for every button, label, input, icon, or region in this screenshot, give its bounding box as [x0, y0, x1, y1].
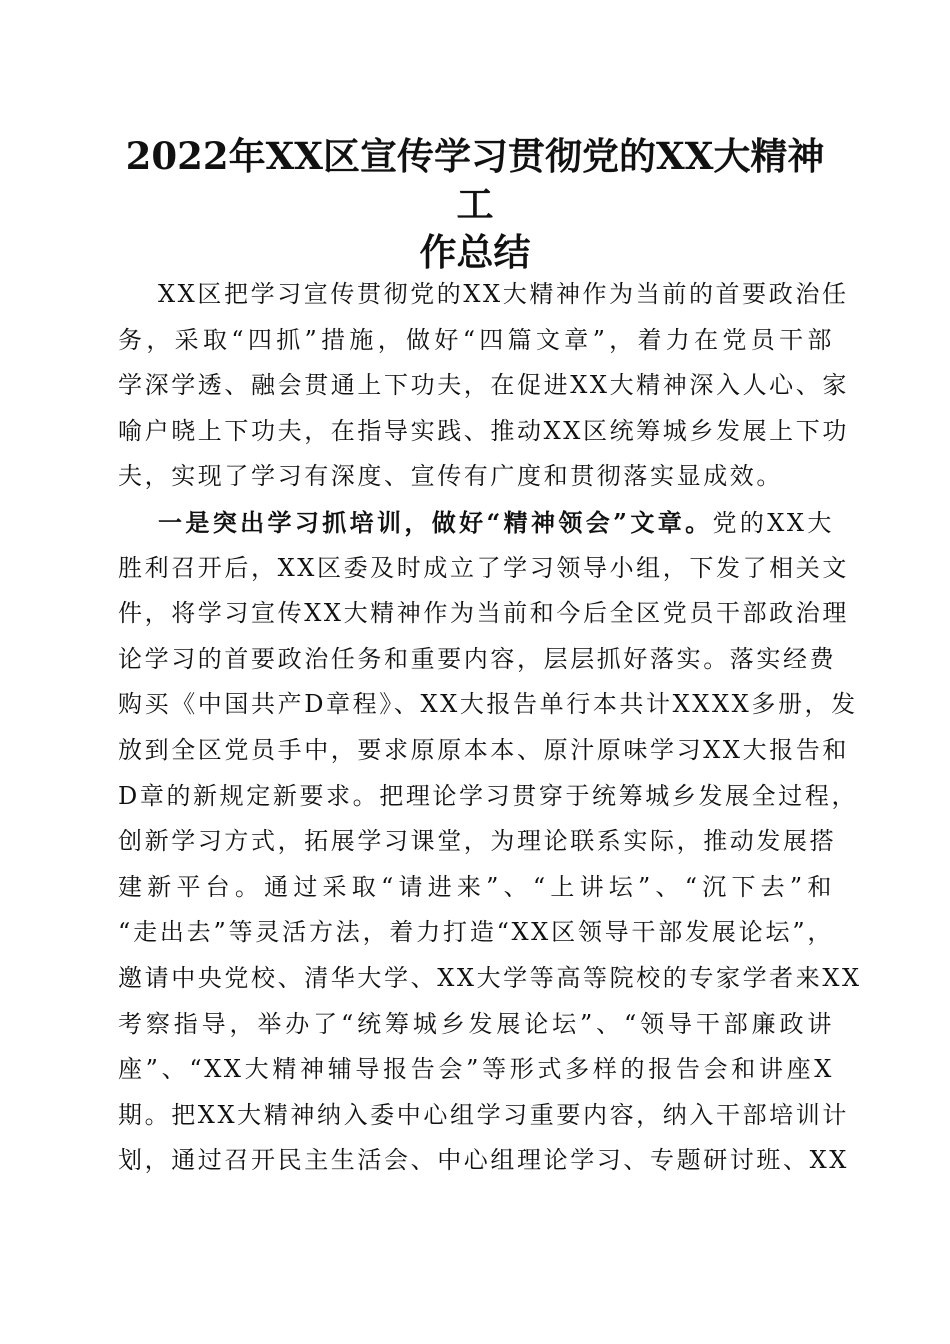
title-line-1: 2022年XX区宣传学习贯彻党的XX大精神工 [125, 134, 825, 226]
text-line: 购买《中国共产D章程》、XX大报告单行本共计XXXX多册，发 [118, 690, 858, 719]
text-line: 座”、“XX大精神辅导报告会”等形式多样的报告会和讲座X [118, 1055, 834, 1084]
text-line: 放到全区党员手中，要求原原本本、原汁原味学习XX大报告和 [118, 735, 849, 764]
paragraph-intro [118, 272, 849, 500]
text-line: 考察指导，举办了“统筹城乡发展论坛”、“领导干部廉政讲 [118, 1009, 834, 1038]
document-title [110, 132, 840, 276]
text-line: 胜利召开后，XX区委及时成立了学习领导小组，下发了相关文 [118, 553, 849, 582]
text-line: 建新平台。通过采取“请进来”、“上讲坛”、“沉下去”和 [118, 872, 834, 901]
text-line [118, 500, 834, 546]
paragraph-training [118, 500, 862, 1184]
text-line: 务，采取“四抓”措施，做好“四篇文章”，着力在党员干部 [118, 325, 834, 354]
title-line-2: 作总结 [419, 230, 531, 274]
text-line: D章的新规定新要求。把理论学习贯穿于统筹城乡发展全过程， [118, 781, 859, 810]
text-line: 期。把XX大精神纳入委中心组学习重要内容，纳入干部培训计 [118, 1100, 849, 1129]
text-line: 件，将学习宣传XX大精神作为当前和今后全区党员干部政治理 [118, 599, 849, 628]
text-line: “走出去”等灵活方法，着力打造“XX区领导干部发展论坛”， [118, 918, 834, 947]
text-line: XX区把学习宣传贯彻党的XX大精神作为当前的首要政治任 [158, 280, 849, 308]
text-line: 学深学透、融会贯通上下功夫，在促进XX大精神深入人心、家 [118, 371, 849, 400]
paragraph-heading: 一是突出学习抓培训，做好“精神领会”文章。 [158, 507, 713, 537]
text-line: 划，通过召开民主生活会、中心组理论学习、专题研讨班、XX [118, 1146, 849, 1175]
text-line: 创新学习方式，拓展学习课堂，为理论联系实际，推动发展搭 [118, 827, 837, 856]
text-line: 夫，实现了学习有深度、宣传有广度和贯彻落实显成效。 [118, 462, 783, 491]
text-line: 邀请中央党校、清华大学、XX大学等高等院校的专家学者来XX [118, 963, 862, 992]
document-body [118, 272, 862, 1184]
paragraph-heading-rest: 党的XX大 [712, 508, 834, 537]
text-line: 喻户晓上下功夫，在指导实践、推动XX区统筹城乡发展上下功 [118, 416, 849, 445]
text-line: 论学习的首要政治任务和重要内容，层层抓好落实。落实经费 [118, 644, 837, 673]
